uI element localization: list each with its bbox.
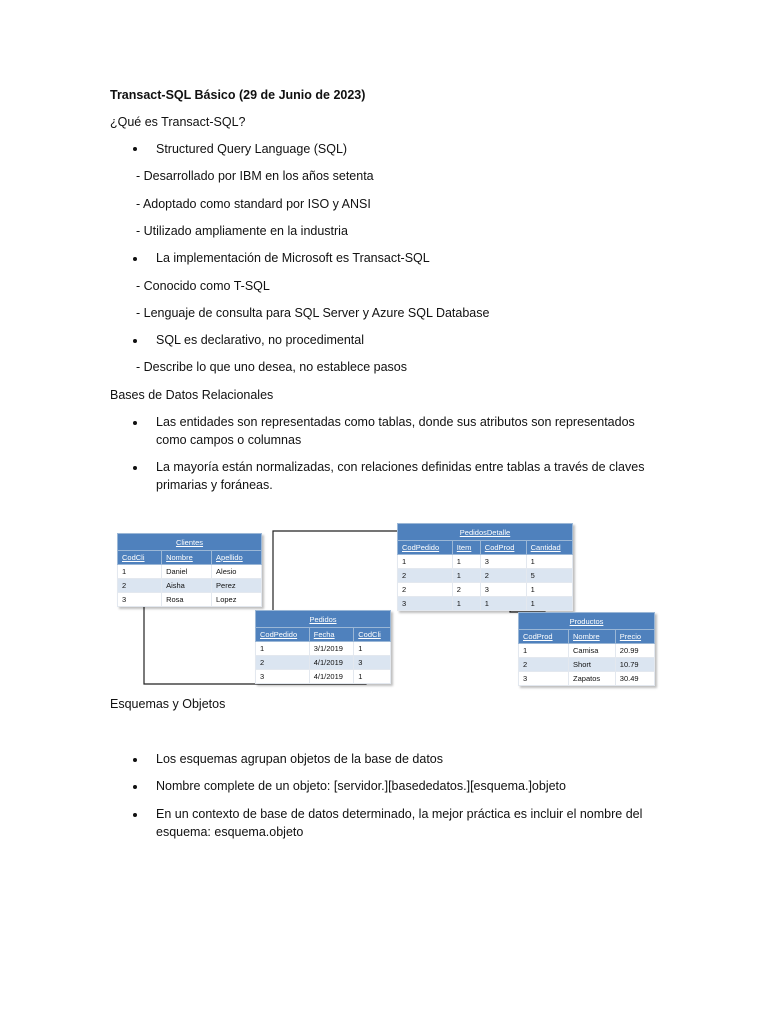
table-cell: 20.99: [615, 644, 654, 658]
table-row: [256, 642, 391, 656]
detail-tsql: - Conocido como T-SQL: [136, 279, 270, 293]
table-title: Clientes: [118, 534, 262, 551]
table-cell: 1: [256, 642, 310, 656]
table-cell: 1: [118, 565, 162, 579]
table-cell: 2: [519, 658, 569, 672]
table-cell: 1: [398, 555, 453, 569]
table-cell: 3: [354, 656, 391, 670]
table-row: [118, 565, 262, 579]
table-cell: 4/1/2019: [309, 670, 354, 684]
column-header: Precio: [615, 630, 654, 644]
table-row: [398, 555, 573, 569]
table-cell: 3: [256, 670, 310, 684]
table-cell: Rosa: [162, 593, 212, 607]
table-row: [398, 597, 573, 611]
table-cell: 3: [480, 555, 526, 569]
bullet-dot: [133, 785, 137, 789]
table-cell: 2: [480, 569, 526, 583]
table-cell: 1: [354, 642, 391, 656]
table-cell: 2: [118, 579, 162, 593]
table-row: [519, 658, 655, 672]
table-cell: 2: [452, 583, 480, 597]
table-title: Productos: [519, 613, 655, 630]
table-row: [118, 593, 262, 607]
section-schemas: Esquemas y Objetos: [110, 697, 226, 711]
column-header: CodCli: [118, 551, 162, 565]
table-pedidos: [255, 610, 391, 684]
column-header: CodCli: [354, 628, 391, 642]
bullet-full-name: Nombre complete de un objeto: [servidor.][basededatos.][esquema.]objeto: [156, 779, 566, 793]
table-cell: 2: [398, 583, 453, 597]
bullet-sql: Structured Query Language (SQL): [156, 142, 348, 156]
column-header: Nombre: [569, 630, 616, 644]
detail-standard: - Adoptado como standard por ISO y ANSI: [136, 197, 371, 211]
table-clientes: [117, 533, 262, 607]
table-row: [256, 670, 391, 684]
table-cell: 3: [118, 593, 162, 607]
table-cell: 30.49: [615, 672, 654, 686]
table-pedidos-detalle: [397, 523, 573, 611]
detail-language: - Lenguaje de consulta para SQL Server y Azure SQL Database: [136, 306, 490, 320]
column-header: CodPedido: [398, 541, 453, 555]
bullet-entities: Las entidades son representadas como tablas, donde sus atributos son representados como campos o columnas: [156, 415, 635, 447]
table-cell: 1: [354, 670, 391, 684]
bullet-normalized: La mayoría están normalizadas, con relaciones definidas entre tablas a través de claves primarias y foráneas.: [156, 460, 645, 492]
table-cell: Aisha: [162, 579, 212, 593]
table-title: PedidosDetalle: [398, 524, 573, 541]
table-row: [118, 579, 262, 593]
detail-industry: - Utilizado ampliamente en la industria: [136, 224, 348, 238]
table-cell: Lopez: [212, 593, 262, 607]
bullet-schemas-group: Los esquemas agrupan objetos de la base de datos: [156, 752, 444, 766]
table-cell: 1: [452, 569, 480, 583]
table-cell: 1: [526, 555, 572, 569]
column-header: Item: [452, 541, 480, 555]
table-cell: 3: [480, 583, 526, 597]
doc-title: Transact-SQL Básico (29 de Junio de 2023): [110, 88, 366, 102]
bullet-dot: [133, 813, 137, 817]
table-cell: 1: [480, 597, 526, 611]
table-cell: 10.79: [615, 658, 654, 672]
table-row: [398, 583, 573, 597]
bullet-microsoft: La implementación de Microsoft es Transact-SQL: [156, 251, 430, 265]
table-cell: 1: [519, 644, 569, 658]
column-header: Nombre: [162, 551, 212, 565]
table-row: [398, 569, 573, 583]
table-cell: 2: [256, 656, 310, 670]
table-row: [519, 672, 655, 686]
column-header: Apellido: [212, 551, 262, 565]
table-cell: Camisa: [569, 644, 616, 658]
table-productos: [518, 612, 655, 686]
table-cell: 1: [452, 555, 480, 569]
bullet-dot: [133, 758, 137, 762]
column-header: CodProd: [519, 630, 569, 644]
table-cell: 2: [398, 569, 453, 583]
table-row: [519, 644, 655, 658]
section-question: ¿Qué es Transact-SQL?: [110, 115, 246, 129]
bullet-declarative: SQL es declarativo, no procedimental: [156, 333, 364, 347]
table-cell: 4/1/2019: [309, 656, 354, 670]
table-cell: Daniel: [162, 565, 212, 579]
table-cell: 1: [526, 597, 572, 611]
column-header: Cantidad: [526, 541, 572, 555]
table-cell: 1: [452, 597, 480, 611]
table-cell: Alesio: [212, 565, 262, 579]
table-cell: 1: [526, 583, 572, 597]
table-cell: 3: [519, 672, 569, 686]
table-cell: 5: [526, 569, 572, 583]
bullet-best-practice: En un contexto de base de datos determinado, la mejor práctica es incluir el nombre del esquema: esquema.objeto: [156, 807, 643, 839]
table-cell: Short: [569, 658, 616, 672]
connector-pedidos-detalle: [273, 531, 416, 620]
table-row: [256, 656, 391, 670]
column-header: CodPedido: [256, 628, 310, 642]
section-relational: Bases de Datos Relacionales: [110, 388, 274, 402]
column-header: Fecha: [309, 628, 354, 642]
detail-describe: - Describe lo que uno desea, no establece pasos: [136, 360, 408, 374]
table-title: Pedidos: [256, 611, 391, 628]
table-cell: Perez: [212, 579, 262, 593]
table-cell: Zapatos: [569, 672, 616, 686]
detail-ibm: - Desarrollado por IBM en los años setenta: [136, 169, 374, 183]
column-header: CodProd: [480, 541, 526, 555]
table-cell: 3/1/2019: [309, 642, 354, 656]
table-cell: 3: [398, 597, 453, 611]
